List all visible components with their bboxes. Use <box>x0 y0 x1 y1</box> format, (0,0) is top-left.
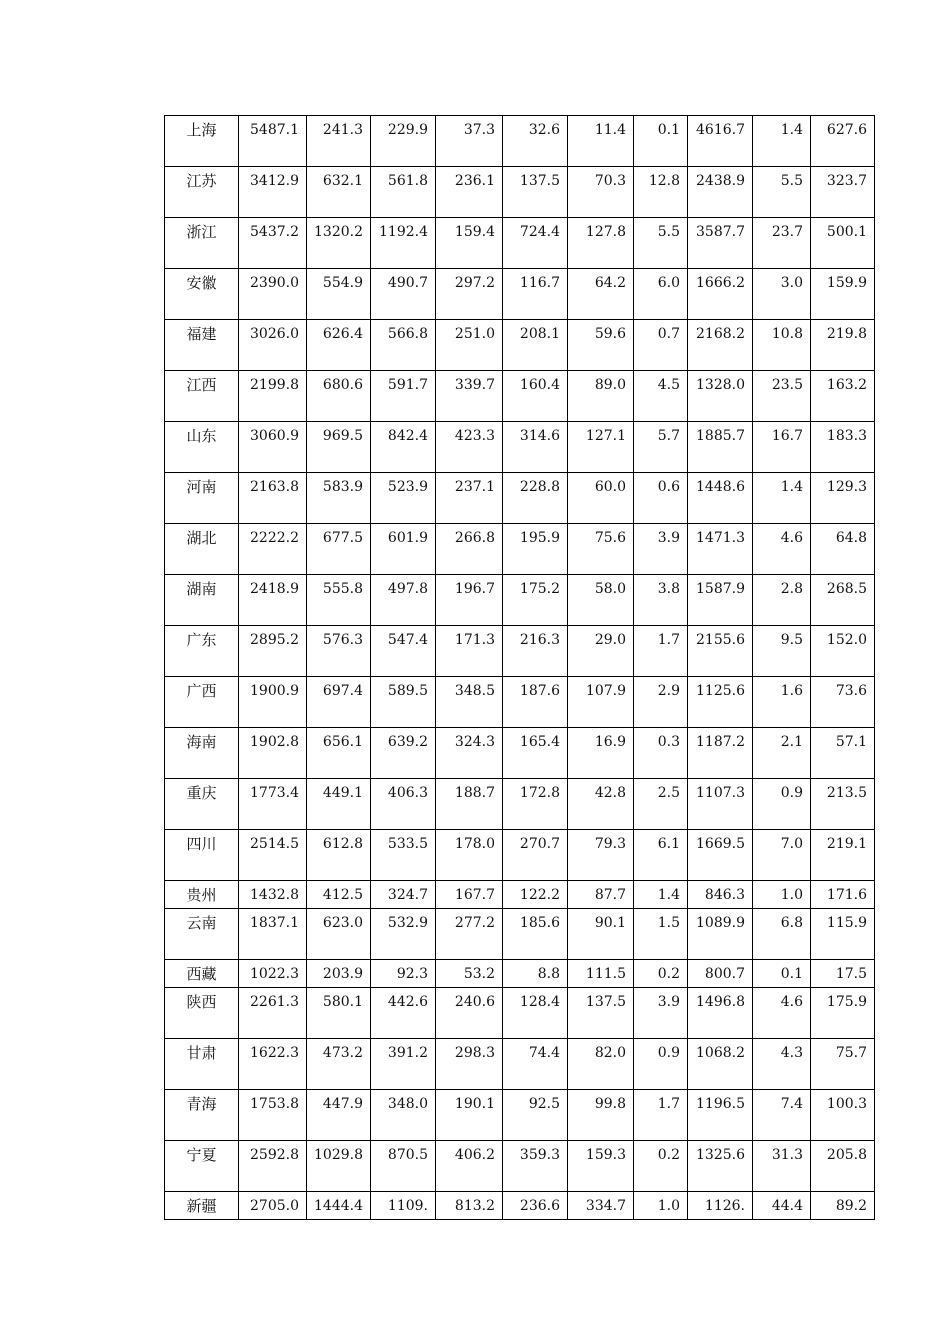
value-cell: 442.6 <box>371 988 436 1039</box>
value-cell: 547.4 <box>371 626 436 677</box>
value-cell: 4616.7 <box>688 116 753 167</box>
value-cell: 2222.2 <box>239 524 307 575</box>
value-cell: 17.5 <box>811 960 875 988</box>
province-cell: 湖南 <box>165 575 239 626</box>
value-cell: 0.3 <box>634 728 688 779</box>
value-cell: 122.2 <box>503 881 568 909</box>
table-row <box>165 473 875 524</box>
value-cell: 205.8 <box>811 1141 875 1192</box>
value-cell: 298.3 <box>436 1039 503 1090</box>
value-cell: 7.0 <box>753 830 811 881</box>
value-cell: 1109. <box>371 1192 436 1220</box>
value-cell: 7.4 <box>753 1090 811 1141</box>
value-cell: 870.5 <box>371 1141 436 1192</box>
value-cell: 9.5 <box>753 626 811 677</box>
value-cell: 1089.9 <box>688 909 753 960</box>
value-cell: 29.0 <box>568 626 634 677</box>
value-cell: 680.6 <box>307 371 371 422</box>
value-cell: 3.0 <box>753 269 811 320</box>
value-cell: 70.3 <box>568 167 634 218</box>
table-row <box>165 1141 875 1192</box>
value-cell: 0.2 <box>634 1141 688 1192</box>
value-cell: 137.5 <box>568 988 634 1039</box>
value-cell: 500.1 <box>811 218 875 269</box>
value-cell: 175.2 <box>503 575 568 626</box>
value-cell: 251.0 <box>436 320 503 371</box>
value-cell: 2155.6 <box>688 626 753 677</box>
value-cell: 4.5 <box>634 371 688 422</box>
value-cell: 1902.8 <box>239 728 307 779</box>
value-cell: 1.0 <box>634 1192 688 1220</box>
value-cell: 107.9 <box>568 677 634 728</box>
value-cell: 185.6 <box>503 909 568 960</box>
value-cell: 188.7 <box>436 779 503 830</box>
value-cell: 237.1 <box>436 473 503 524</box>
value-cell: 3.9 <box>634 524 688 575</box>
province-cell: 海南 <box>165 728 239 779</box>
value-cell: 115.9 <box>811 909 875 960</box>
value-cell: 612.8 <box>307 830 371 881</box>
value-cell: 73.6 <box>811 677 875 728</box>
value-cell: 2.1 <box>753 728 811 779</box>
value-cell: 2438.9 <box>688 167 753 218</box>
value-cell: 1900.9 <box>239 677 307 728</box>
province-cell: 青海 <box>165 1090 239 1141</box>
value-cell: 627.6 <box>811 116 875 167</box>
value-cell: 580.1 <box>307 988 371 1039</box>
value-cell: 523.9 <box>371 473 436 524</box>
value-cell: 1448.6 <box>688 473 753 524</box>
value-cell: 348.0 <box>371 1090 436 1141</box>
value-cell: 623.0 <box>307 909 371 960</box>
value-cell: 165.4 <box>503 728 568 779</box>
value-cell: 129.3 <box>811 473 875 524</box>
value-cell: 555.8 <box>307 575 371 626</box>
province-cell: 江西 <box>165 371 239 422</box>
value-cell: 240.6 <box>436 988 503 1039</box>
value-cell: 0.1 <box>753 960 811 988</box>
value-cell: 3587.7 <box>688 218 753 269</box>
table-row <box>165 524 875 575</box>
value-cell: 2.8 <box>753 575 811 626</box>
province-cell: 四川 <box>165 830 239 881</box>
value-cell: 1107.3 <box>688 779 753 830</box>
value-cell: 1496.8 <box>688 988 753 1039</box>
value-cell: 359.3 <box>503 1141 568 1192</box>
value-cell: 75.7 <box>811 1039 875 1090</box>
value-cell: 59.6 <box>568 320 634 371</box>
value-cell: 554.9 <box>307 269 371 320</box>
value-cell: 216.3 <box>503 626 568 677</box>
value-cell: 16.9 <box>568 728 634 779</box>
value-cell: 3060.9 <box>239 422 307 473</box>
value-cell: 1753.8 <box>239 1090 307 1141</box>
value-cell: 4.6 <box>753 524 811 575</box>
value-cell: 1.5 <box>634 909 688 960</box>
value-cell: 219.8 <box>811 320 875 371</box>
value-cell: 196.7 <box>436 575 503 626</box>
value-cell: 6.0 <box>634 269 688 320</box>
value-cell: 167.7 <box>436 881 503 909</box>
value-cell: 0.9 <box>753 779 811 830</box>
value-cell: 1125.6 <box>688 677 753 728</box>
value-cell: 2390.0 <box>239 269 307 320</box>
value-cell: 1328.0 <box>688 371 753 422</box>
value-cell: 87.7 <box>568 881 634 909</box>
value-cell: 32.6 <box>503 116 568 167</box>
value-cell: 2.5 <box>634 779 688 830</box>
value-cell: 11.4 <box>568 116 634 167</box>
table-row <box>165 116 875 167</box>
value-cell: 561.8 <box>371 167 436 218</box>
province-cell: 江苏 <box>165 167 239 218</box>
value-cell: 228.8 <box>503 473 568 524</box>
table-row <box>165 909 875 960</box>
value-cell: 2.9 <box>634 677 688 728</box>
value-cell: 1.6 <box>753 677 811 728</box>
value-cell: 0.1 <box>634 116 688 167</box>
value-cell: 6.8 <box>753 909 811 960</box>
province-cell: 重庆 <box>165 779 239 830</box>
value-cell: 1022.3 <box>239 960 307 988</box>
value-cell: 1666.2 <box>688 269 753 320</box>
value-cell: 1837.1 <box>239 909 307 960</box>
value-cell: 111.5 <box>568 960 634 988</box>
value-cell: 23.7 <box>753 218 811 269</box>
value-cell: 75.6 <box>568 524 634 575</box>
value-cell: 74.4 <box>503 1039 568 1090</box>
value-cell: 60.0 <box>568 473 634 524</box>
value-cell: 1.4 <box>634 881 688 909</box>
value-cell: 314.6 <box>503 422 568 473</box>
value-cell: 92.5 <box>503 1090 568 1141</box>
value-cell: 324.3 <box>436 728 503 779</box>
value-cell: 800.7 <box>688 960 753 988</box>
value-cell: 532.9 <box>371 909 436 960</box>
value-cell: 1.0 <box>753 881 811 909</box>
value-cell: 2199.8 <box>239 371 307 422</box>
value-cell: 266.8 <box>436 524 503 575</box>
value-cell: 159.3 <box>568 1141 634 1192</box>
province-cell: 甘肃 <box>165 1039 239 1090</box>
value-cell: 846.3 <box>688 881 753 909</box>
value-cell: 3412.9 <box>239 167 307 218</box>
province-cell: 广东 <box>165 626 239 677</box>
value-cell: 677.5 <box>307 524 371 575</box>
value-cell: 576.3 <box>307 626 371 677</box>
province-cell: 浙江 <box>165 218 239 269</box>
value-cell: 1669.5 <box>688 830 753 881</box>
table-row <box>165 422 875 473</box>
value-cell: 5437.2 <box>239 218 307 269</box>
value-cell: 219.1 <box>811 830 875 881</box>
value-cell: 583.9 <box>307 473 371 524</box>
value-cell: 8.8 <box>503 960 568 988</box>
value-cell: 334.7 <box>568 1192 634 1220</box>
value-cell: 566.8 <box>371 320 436 371</box>
table-row <box>165 1090 875 1141</box>
province-cell: 新疆 <box>165 1192 239 1220</box>
value-cell: 89.2 <box>811 1192 875 1220</box>
value-cell: 10.8 <box>753 320 811 371</box>
value-cell: 99.8 <box>568 1090 634 1141</box>
value-cell: 183.3 <box>811 422 875 473</box>
table-row <box>165 167 875 218</box>
value-cell: 127.8 <box>568 218 634 269</box>
table-row <box>165 728 875 779</box>
table-row <box>165 575 875 626</box>
value-cell: 57.1 <box>811 728 875 779</box>
province-cell: 河南 <box>165 473 239 524</box>
value-cell: 92.3 <box>371 960 436 988</box>
value-cell: 5.5 <box>634 218 688 269</box>
value-cell: 2895.2 <box>239 626 307 677</box>
value-cell: 497.8 <box>371 575 436 626</box>
province-cell: 贵州 <box>165 881 239 909</box>
value-cell: 44.4 <box>753 1192 811 1220</box>
table-row <box>165 830 875 881</box>
value-cell: 64.8 <box>811 524 875 575</box>
value-cell: 0.2 <box>634 960 688 988</box>
value-cell: 2261.3 <box>239 988 307 1039</box>
value-cell: 1622.3 <box>239 1039 307 1090</box>
value-cell: 3.9 <box>634 988 688 1039</box>
value-cell: 208.1 <box>503 320 568 371</box>
province-cell: 宁夏 <box>165 1141 239 1192</box>
value-cell: 391.2 <box>371 1039 436 1090</box>
value-cell: 842.4 <box>371 422 436 473</box>
value-cell: 1320.2 <box>307 218 371 269</box>
value-cell: 2514.5 <box>239 830 307 881</box>
province-cell: 云南 <box>165 909 239 960</box>
value-cell: 0.7 <box>634 320 688 371</box>
value-cell: 159.4 <box>436 218 503 269</box>
value-cell: 190.1 <box>436 1090 503 1141</box>
value-cell: 172.8 <box>503 779 568 830</box>
value-cell: 1.4 <box>753 473 811 524</box>
value-cell: 490.7 <box>371 269 436 320</box>
value-cell: 213.5 <box>811 779 875 830</box>
value-cell: 187.6 <box>503 677 568 728</box>
data-table <box>164 115 875 1220</box>
value-cell: 1.4 <box>753 116 811 167</box>
value-cell: 0.6 <box>634 473 688 524</box>
value-cell: 2705.0 <box>239 1192 307 1220</box>
value-cell: 1.7 <box>634 1090 688 1141</box>
province-cell: 西藏 <box>165 960 239 988</box>
table-row <box>165 779 875 830</box>
value-cell: 268.5 <box>811 575 875 626</box>
value-cell: 447.9 <box>307 1090 371 1141</box>
table-row <box>165 881 875 909</box>
value-cell: 423.3 <box>436 422 503 473</box>
value-cell: 178.0 <box>436 830 503 881</box>
table-row <box>165 677 875 728</box>
value-cell: 42.8 <box>568 779 634 830</box>
value-cell: 813.2 <box>436 1192 503 1220</box>
value-cell: 1187.2 <box>688 728 753 779</box>
value-cell: 203.9 <box>307 960 371 988</box>
value-cell: 270.7 <box>503 830 568 881</box>
value-cell: 1444.4 <box>307 1192 371 1220</box>
province-cell: 广西 <box>165 677 239 728</box>
value-cell: 152.0 <box>811 626 875 677</box>
value-cell: 324.7 <box>371 881 436 909</box>
province-cell: 山东 <box>165 422 239 473</box>
value-cell: 601.9 <box>371 524 436 575</box>
value-cell: 241.3 <box>307 116 371 167</box>
table-row <box>165 960 875 988</box>
value-cell: 127.1 <box>568 422 634 473</box>
value-cell: 591.7 <box>371 371 436 422</box>
value-cell: 724.4 <box>503 218 568 269</box>
table-row <box>165 320 875 371</box>
value-cell: 159.9 <box>811 269 875 320</box>
value-cell: 1029.8 <box>307 1141 371 1192</box>
value-cell: 2168.2 <box>688 320 753 371</box>
table-row <box>165 1039 875 1090</box>
value-cell: 0.9 <box>634 1039 688 1090</box>
value-cell: 37.3 <box>436 116 503 167</box>
value-cell: 5.7 <box>634 422 688 473</box>
value-cell: 589.5 <box>371 677 436 728</box>
value-cell: 236.1 <box>436 167 503 218</box>
value-cell: 406.2 <box>436 1141 503 1192</box>
value-cell: 5.5 <box>753 167 811 218</box>
value-cell: 90.1 <box>568 909 634 960</box>
value-cell: 2418.9 <box>239 575 307 626</box>
value-cell: 100.3 <box>811 1090 875 1141</box>
value-cell: 5487.1 <box>239 116 307 167</box>
value-cell: 1192.4 <box>371 218 436 269</box>
province-cell: 湖北 <box>165 524 239 575</box>
value-cell: 1773.4 <box>239 779 307 830</box>
value-cell: 1432.8 <box>239 881 307 909</box>
value-cell: 6.1 <box>634 830 688 881</box>
value-cell: 1885.7 <box>688 422 753 473</box>
value-cell: 2592.8 <box>239 1141 307 1192</box>
value-cell: 82.0 <box>568 1039 634 1090</box>
table-row <box>165 218 875 269</box>
value-cell: 412.5 <box>307 881 371 909</box>
value-cell: 632.1 <box>307 167 371 218</box>
value-cell: 160.4 <box>503 371 568 422</box>
table-row <box>165 371 875 422</box>
value-cell: 23.5 <box>753 371 811 422</box>
value-cell: 89.0 <box>568 371 634 422</box>
table-row <box>165 269 875 320</box>
province-cell: 安徽 <box>165 269 239 320</box>
value-cell: 656.1 <box>307 728 371 779</box>
value-cell: 4.6 <box>753 988 811 1039</box>
value-cell: 236.6 <box>503 1192 568 1220</box>
value-cell: 229.9 <box>371 116 436 167</box>
value-cell: 4.3 <box>753 1039 811 1090</box>
value-cell: 12.8 <box>634 167 688 218</box>
value-cell: 171.6 <box>811 881 875 909</box>
value-cell: 406.3 <box>371 779 436 830</box>
value-cell: 297.2 <box>436 269 503 320</box>
province-cell: 上海 <box>165 116 239 167</box>
value-cell: 3026.0 <box>239 320 307 371</box>
value-cell: 348.5 <box>436 677 503 728</box>
province-cell: 福建 <box>165 320 239 371</box>
value-cell: 16.7 <box>753 422 811 473</box>
value-cell: 163.2 <box>811 371 875 422</box>
value-cell: 195.9 <box>503 524 568 575</box>
value-cell: 449.1 <box>307 779 371 830</box>
value-cell: 128.4 <box>503 988 568 1039</box>
value-cell: 639.2 <box>371 728 436 779</box>
value-cell: 53.2 <box>436 960 503 988</box>
value-cell: 2163.8 <box>239 473 307 524</box>
value-cell: 1471.3 <box>688 524 753 575</box>
value-cell: 1068.2 <box>688 1039 753 1090</box>
value-cell: 323.7 <box>811 167 875 218</box>
value-cell: 1.7 <box>634 626 688 677</box>
table-row <box>165 1192 875 1220</box>
value-cell: 3.8 <box>634 575 688 626</box>
value-cell: 1325.6 <box>688 1141 753 1192</box>
value-cell: 171.3 <box>436 626 503 677</box>
table-row <box>165 988 875 1039</box>
value-cell: 626.4 <box>307 320 371 371</box>
value-cell: 697.4 <box>307 677 371 728</box>
value-cell: 533.5 <box>371 830 436 881</box>
value-cell: 1126. <box>688 1192 753 1220</box>
table-row <box>165 626 875 677</box>
value-cell: 64.2 <box>568 269 634 320</box>
value-cell: 277.2 <box>436 909 503 960</box>
value-cell: 79.3 <box>568 830 634 881</box>
value-cell: 969.5 <box>307 422 371 473</box>
value-cell: 339.7 <box>436 371 503 422</box>
province-cell: 陕西 <box>165 988 239 1039</box>
value-cell: 1196.5 <box>688 1090 753 1141</box>
value-cell: 137.5 <box>503 167 568 218</box>
value-cell: 58.0 <box>568 575 634 626</box>
value-cell: 175.9 <box>811 988 875 1039</box>
value-cell: 116.7 <box>503 269 568 320</box>
value-cell: 473.2 <box>307 1039 371 1090</box>
value-cell: 31.3 <box>753 1141 811 1192</box>
value-cell: 1587.9 <box>688 575 753 626</box>
